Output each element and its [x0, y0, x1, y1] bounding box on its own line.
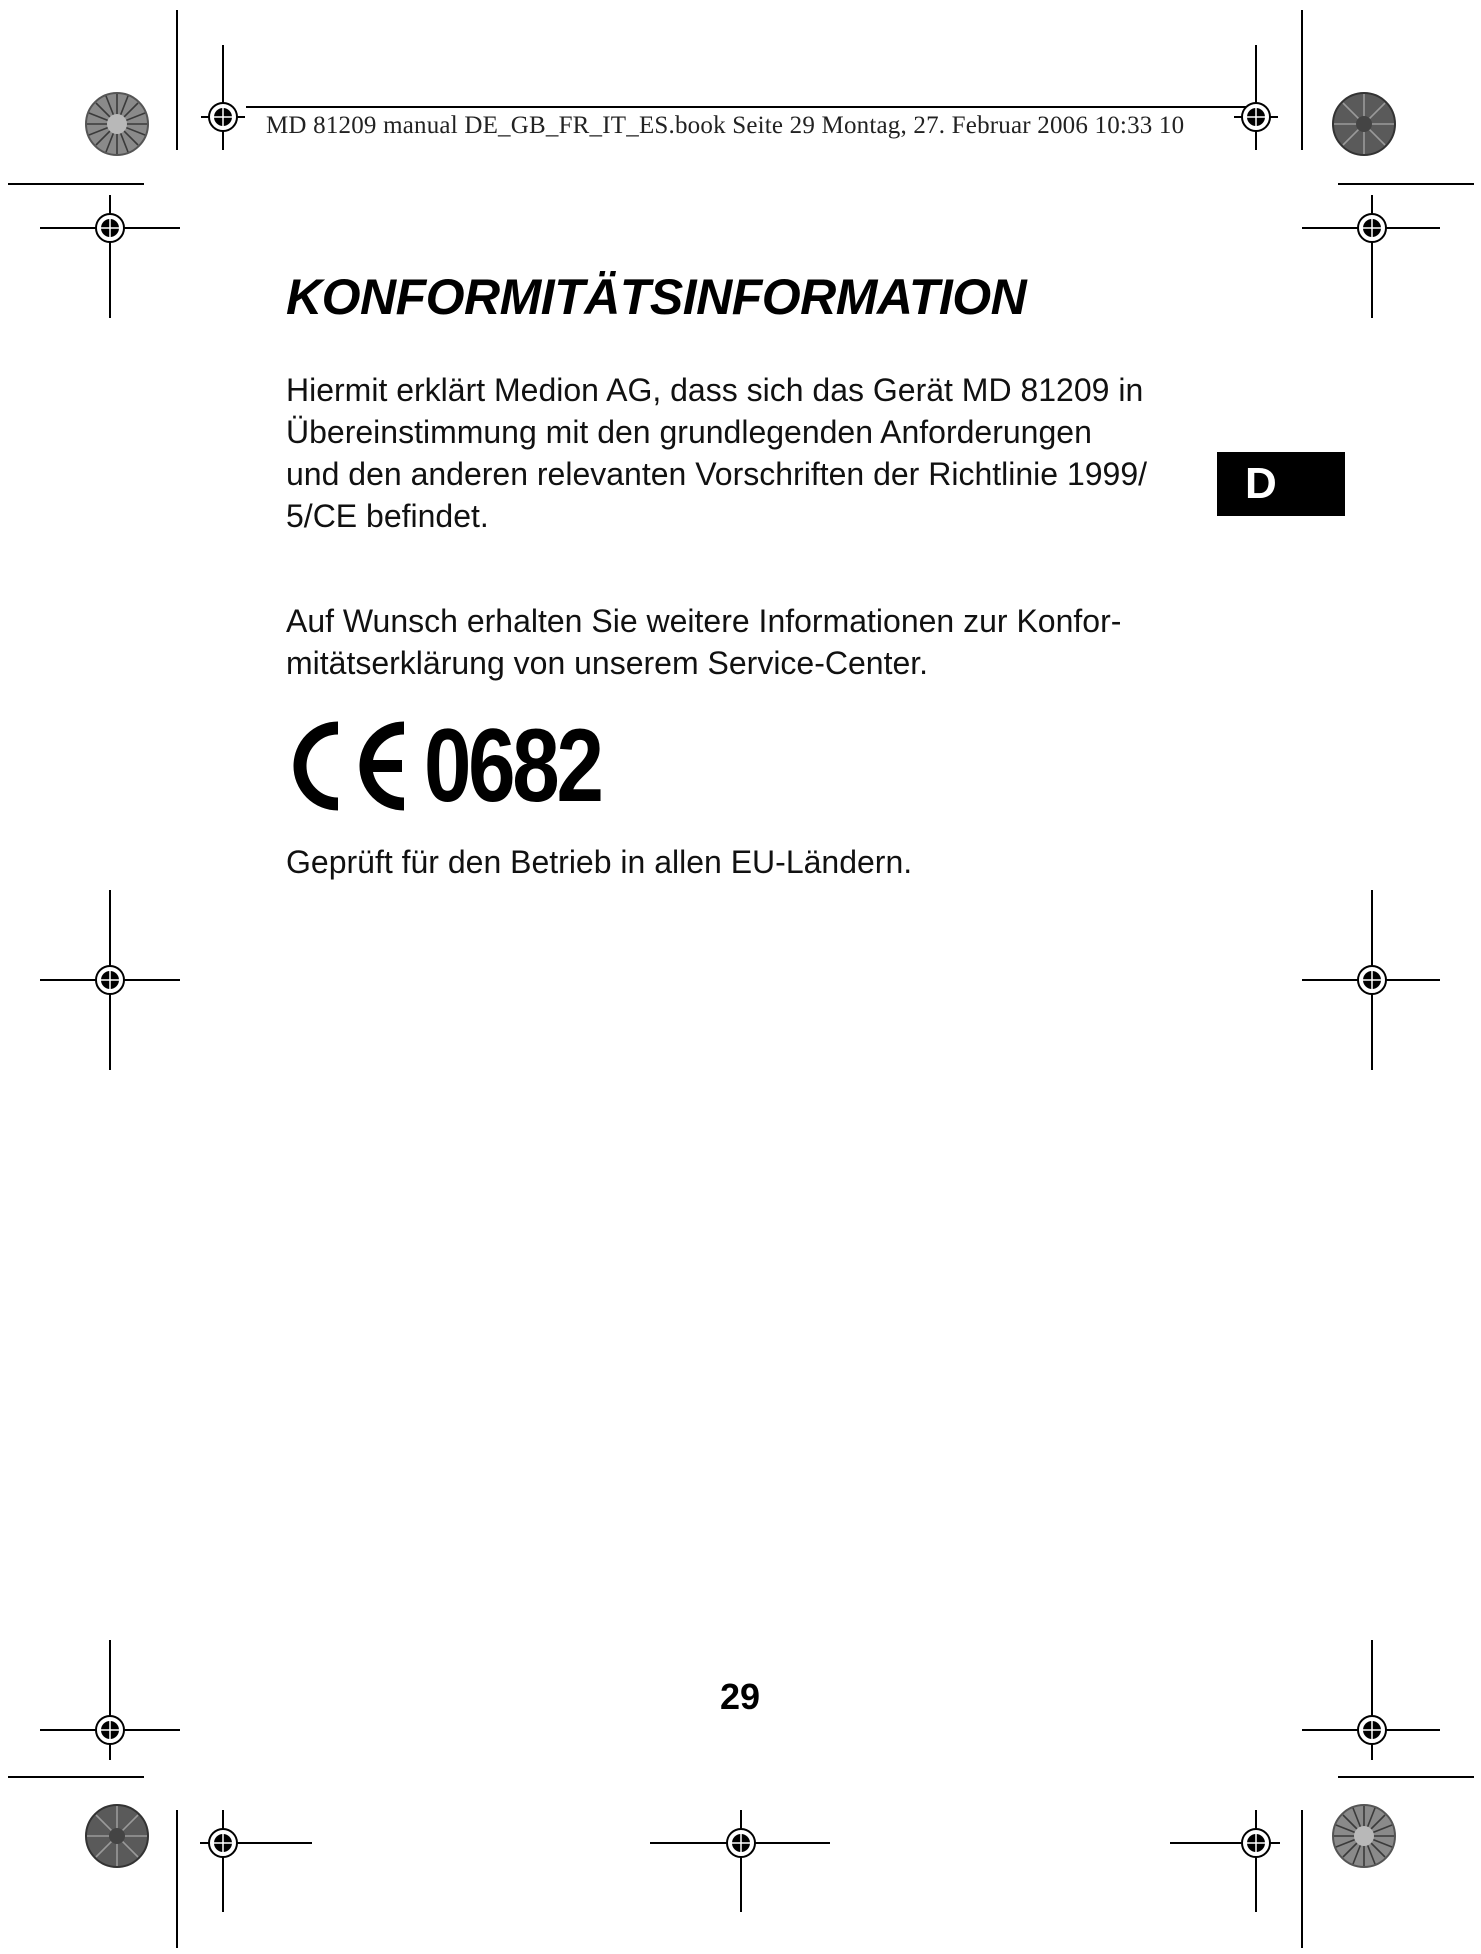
paragraph-line: mitätserklärung von unserem Service-Center. — [286, 645, 929, 681]
service-info-paragraph — [286, 600, 1121, 684]
declaration-paragraph — [286, 369, 1147, 537]
page-title: KONFORMITÄTSINFORMATION — [286, 269, 1027, 325]
paragraph-line: Auf Wunsch erhalten Sie weitere Informationen zur Konfor- — [286, 603, 1122, 639]
language-tab: D — [1217, 452, 1345, 516]
paragraph-line: 5/CE befindet. — [286, 498, 489, 534]
paragraph-line: Übereinstimmung mit den grundlegenden Anforderungen — [286, 414, 1092, 450]
paragraph-line: und den anderen relevanten Vorschriften der Richtlinie 1999/ — [286, 456, 1148, 492]
print-slug: MD 81209 manual DE_GB_FR_IT_ES.book Seite 29 Montag, 27. Februar 2006 10:33 10 — [266, 112, 1185, 139]
notified-body-number: 0682 — [424, 708, 601, 824]
paragraph-line: Hiermit erklärt Medion AG, dass sich das Gerät MD 81209 in — [286, 372, 1144, 408]
paragraph-line: Geprüft für den Betrieb in allen EU-Ländern. — [286, 844, 913, 880]
eu-approval-paragraph — [286, 841, 912, 883]
page-number: 29 — [719, 1676, 761, 1717]
ce-mark — [286, 708, 639, 824]
ce-mark-icon — [286, 716, 416, 816]
